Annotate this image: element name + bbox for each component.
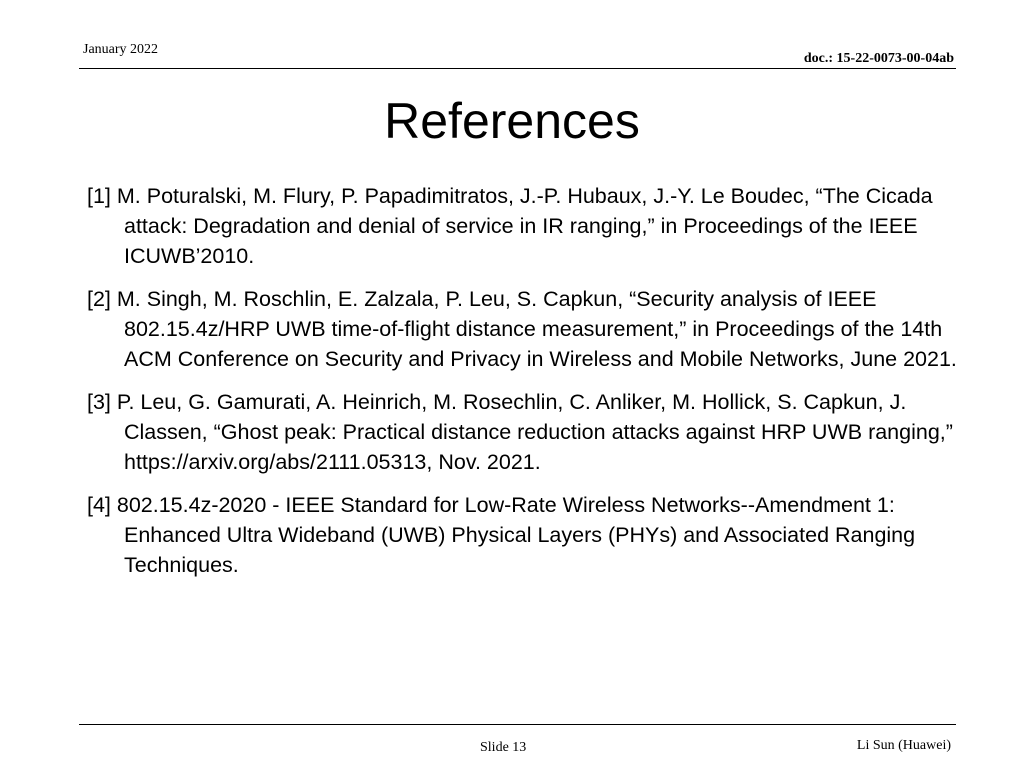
reference-item-3: [3] P. Leu, G. Gamurati, A. Heinrich, M. Rosechlin, C. Anliker, M. Hollick, S. Capkun, J. Classen, “Ghost peak: Practical distance reduction attacks against HRP UWB ranging,” https://arxiv.org/abs/2111.05313, Nov. 2021.	[87, 390, 953, 474]
header-date: January 2022	[83, 42, 159, 57]
footer-divider	[79, 724, 956, 725]
reference-item-1: [1] M. Poturalski, M. Flury, P. Papadimitratos, J.-P. Hubaux, J.-Y. Le Boudec, “The Cicada attack: Degradation and denial of service in IR ranging,” in Proceedings of the IEEE ICUWB’2010.	[87, 184, 933, 268]
header-divider	[79, 68, 956, 69]
reference-list	[87, 181, 967, 593]
header-doc-id: doc.: 15-22-0073-00-04ab	[803, 51, 954, 66]
slide-title: References	[384, 93, 640, 149]
footer-author: Li Sun (Huawei)	[856, 738, 951, 753]
reference-item-2: [2] M. Singh, M. Roschlin, E. Zalzala, P. Leu, S. Capkun, “Security analysis of IEEE 802.15.4z/HRP UWB time-of-flight distance measurement,” in Proceedings of the 14th ACM Conference on Security and Privacy in Wireless and Mobile Networks, June 2021.	[87, 287, 957, 371]
reference-item-4: [4] 802.15.4z-2020 - IEEE Standard for Low-Rate Wireless Networks--Amendment 1: Enhanced Ultra Wideband (UWB) Physical Layers (PHYs) and Associated Ranging Techniques.	[87, 493, 916, 577]
slide-number: Slide 13	[480, 740, 527, 755]
